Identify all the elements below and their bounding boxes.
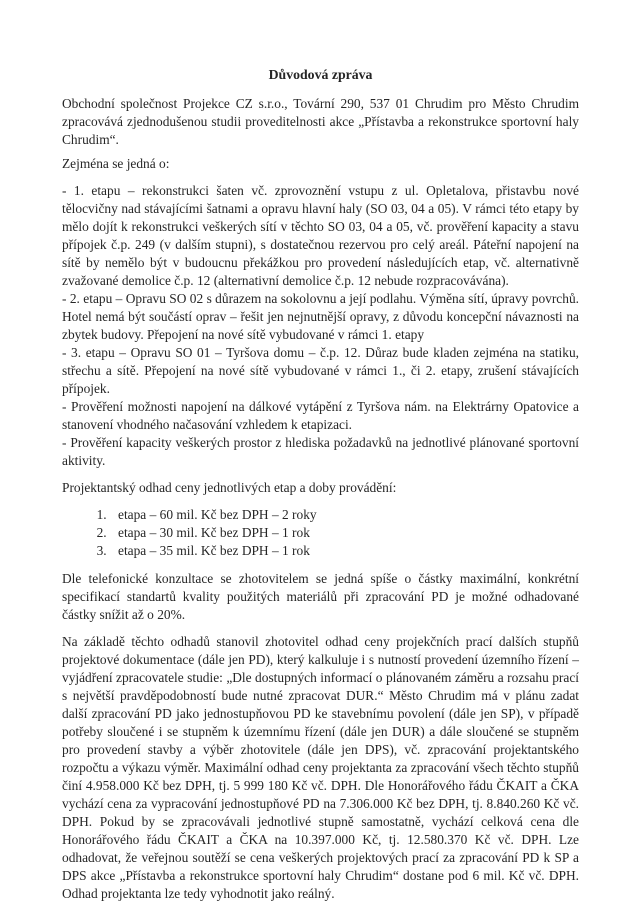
bullet-item-etapa-1: - 1. etapu – rekonstrukci šaten vč. zprovoznění vstupu z ul. Opletalova, přistavbu nové tělocvičny nad stávajícími šatnami a opravu hlavní haly (SO 03, 04 a 05). V rámci této etapy by mělo dojít k rekonstrukci veškerých sítí v těchto SO 03, 04 a 05, vč. prověření kapacity a stavu přípojek č.p. 249 (v dalším stupni), s dostatečnou rezervou pro celý areál. Páteřní napojení na sítě by nemělo být v budoucnu překážkou pro provedení následujících etap, vč. alternativně zvažované demolice č.p. 12 (alternativní demolice č.p. 12 nebude rozpracovávána). (62, 183, 579, 288)
estimate-heading: Projektantský odhad ceny jednotlivých etap a doby provádění: (62, 480, 397, 495)
estimate-item-3: 3. etapa – 35 mil. Kč bez DPH – 1 rok (110, 542, 579, 560)
consultation-paragraph: Dle telefonické konzultace se zhotovitelem se jedná spíše o částky maximální, konkrétní specifikací standartů kvality použitých materiálů při zpracování PD je možné odhadované částky snížit až o 20%. (62, 571, 579, 622)
bullet-item-etapa-3: - 3. etapu – Opravu SO 01 – Tyršova domu – č.p. 12. Důraz bude kladen zejména na statiku, střechu a sítě. Přepojení na nové sítě vybudované v rámci 1., či 2. etapy, zrušení stávajících přípojek. (62, 345, 579, 396)
bullet-item-district-heating: - Prověření možnosti napojení na dálkové vytápění z Tyršova nám. na Elektrárny Opatovice a stanovení vhodného načasování vzhledem k etapizaci. (62, 399, 579, 432)
estimate-item-1: 1. etapa – 60 mil. Kč bez DPH – 2 roky (110, 506, 579, 524)
estimate-list (62, 506, 579, 560)
bullet-item-capacity: - Prověření kapacity veškerých prostor z hlediska požadavků na jednotlivé plánované sportovní aktivity. (62, 435, 579, 468)
scope-bullet-list (62, 182, 579, 470)
lead-paragraph: Zejména se jedná o: (62, 156, 170, 171)
document-title: Důvodová zpráva (268, 67, 373, 82)
intro-paragraph: Obchodní společnost Projekce CZ s.r.o., Tovární 290, 537 01 Chrudim pro Město Chrudim zpracovává zjednodušenou studii proveditelnosti akce „Přístavba a rekonstrukce sportovní haly Chrudim“. (62, 96, 579, 147)
bullet-item-etapa-2: - 2. etapu – Opravu SO 02 s důrazem na sokolovnu a její podlahu. Výměna sítí, úpravy povrchů. Hotel nemá být součástí oprav – řešit jen nejnutnější opravy, z důvodu koncepční návaznosti na zbytek budovy. Přepojení na nové sítě vybudované v rámci 1. etapy (62, 291, 579, 342)
cost-estimate-paragraph: Na základě těchto odhadů stanovil zhotovitel odhad ceny projekčních prací dalších stupňů projektové dokumentace (dále jen PD), který kalkuluje i s nutností provedení územního řízení – vyjádření zpracovatele studie: „Dle dostupných informací o plánovaném záměru a rozsahu prací s největší pravděpodobností bude nutné zpracovat DUR.“ Město Chrudim má v plánu zadat další zpracování PD jako jednostupňovou PD ke stavebnímu povolení (dále jen SP), v případě potřeby sloučené i se stupněm k územnímu řízení (dále jen DUR) a dále sloučené se stupněm pro provedení stavby a výběr zhotovitele (dále jen DPS), vč. zpracování projektantského rozpočtu a výkazu výměr. Maximální odhad ceny projektanta za zpracování všech těchto stupňů činí 4.958.000 Kč bez DPH, tj. 5 999 180 Kč vč. DPH. Dle Honorářového řádu ČKAIT a ČKA vychází cena za vypracování jednostupňové PD na 7.306.000 Kč bez DPH, tj. 8.840.260 Kč vč. DPH. Pokud by se zpracovávali jednotlivé stupně samostatně, vychází celková cena dle Honorářového řádu ČKAIT a ČKA na 10.397.000 Kč, tj. 12.580.370 Kč vč. DPH. Lze odhadovat, že veřejnou soutěží se cena veškerých projektových prací za zpracování PD k SP a DPS akce „Přístavba a rekonstrukce sportovní haly Chrudim“ dostane pod 6 mil. Kč vč. DPH. Odhad projektanta lze tedy vyhodnotit jako reálný. (62, 634, 579, 901)
estimate-item-2: 2. etapa – 30 mil. Kč bez DPH – 1 rok (110, 524, 579, 542)
